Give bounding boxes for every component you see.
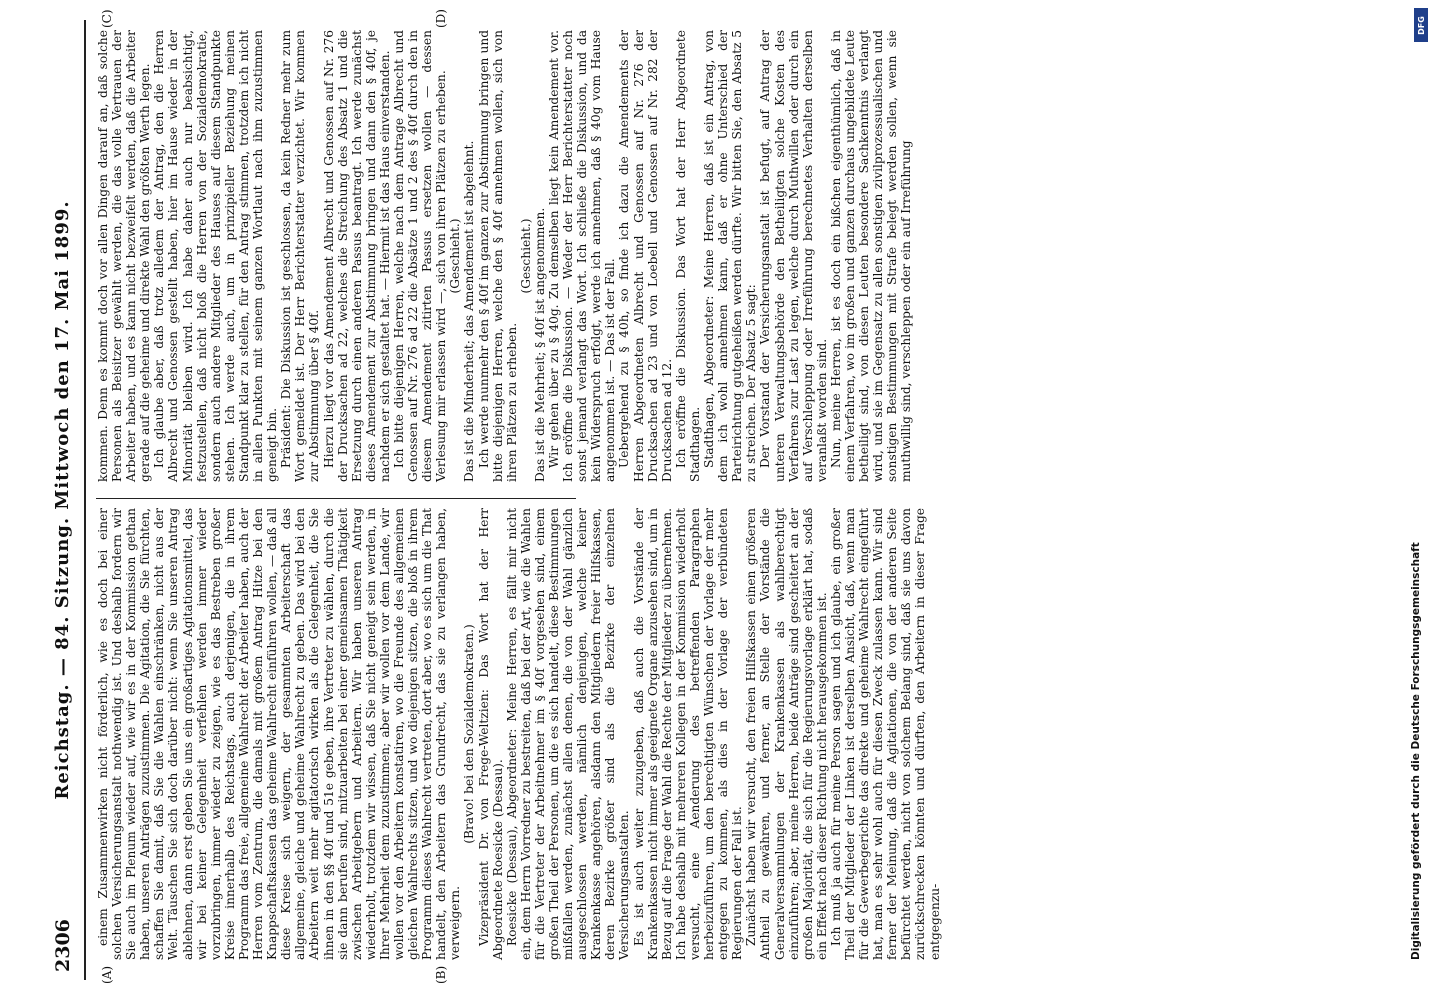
paragraph: einem Zusammenwirken nicht förderlich, wie es doch bei einer solchen Versicherungsanstalt nothwendig ist. Und deshalb fordern wir Sie auch im Plenum wieder auf, wie wir es in der Kommission gethan haben, unseren Anträgen zuzustimmen. Die Agitation, die Sie fürchten, schaffen Sie damit, daß Sie die Wahlen einschränken, nicht aus der Welt. Täuschen Sie sich doch darüber nicht: wenn Sie unseren Antrag ablehnen, dann erst geben Sie uns ein großartiges Agitationsmittel, das wir bei keiner Gelegenheit verfehlen werden immer wieder vorzubringen, immer wieder zu zeigen, wie es das Bestreben großer Kreise innerhalb des Reichstags, auch derjenigen, die in ihrem Programm das freie, allgemeine Wahlrecht der Arbeiter haben, auch der Herren vom Zentrum, die damals mit großem Antrag Hitze bei den Knappschaftskassen das geheime Wahlrecht einführen wollen, — daß all diese Kreise sich weigern, der gesammten Arbeiterschaft das allgemeine, gleiche und geheime Wahlrecht zu geben. Das wird bei den Arbeitern weit mehr agitatorisch wirken als die Gelegenheit, die Sie ihnen in den §§ 40f und 51e geben, ihre Vertreter zu wählen, durch die sie dann berufen sind, mitzuarbeiten bei einer gemeinsamen Thätigkeit zwischen Arbeitgebern und Arbeitern. Wir haben unseren Antrag wiederholt, trotzdem wir wissen, daß Sie nicht geneigt sein werden, in Ihrer Mehrheit dem zuzustimmen; aber wir wollen vor dem Lande, wir wollen vor den Arbeitern konstatiren, wo die Freunde des allgemeinen gleichen Wahlrechts sitzen, und wo diejenigen sitzen, die bloß in ihrem Programm dieses Wahlrecht vertreten, dort aber, wo es sich um die That handelt, den Arbeitern das Grundrecht, das sie zu verlangen haben, verweigern. (96, 508, 463, 960)
paragraph: Der Vorstand der Versicherungsanstalt ist befugt, auf Antrag der unteren Verwaltungsbehörde den Betheiligten solche Kosten des Verfahrens zur Last zu legen, welche durch Muthwillen oder durch ein auf Verschleppung oder Irreführung berechnetes Verhalten derselben veranlaßt worden sind. (758, 30, 829, 482)
paragraph: Stadthagen, Abgeordneter: Meine Herren, daß ist ein Antrag, von dem ich wohl annehmen kann, daß er ohne Unterschied der Parteirichtung gutgeheißen werden dürfte. Wir bitten Sie, den Absatz 5 zu streichen. Der Absatz 5 sagt: (702, 30, 759, 482)
margin-marker-b: (B) (434, 965, 448, 984)
digitization-credit: Digitalisierung gefördert durch die Deutsche Forschungsgemeinschaft (1410, 542, 1422, 960)
paragraph: Nun, meine Herren, ist es doch ein bißchen eigenthümlich, daß in einem Verfahren, wo im großen und ganzen durchaus ungebildete Leute betheiligt sind, von diesen Leuten besondere Sachkenntnis verlangt wird, und sie im Gegensatz zu allen sonstigen zivilprozessualischen und sonstigen Bestimmungen mit Strafe belegt werden sollen, wenn sie muthwillig sind, verschleppen oder ein auf Irreführung (828, 30, 914, 482)
paragraph: (Bravo! bei den Sozialdemokraten.) (462, 624, 477, 844)
dfg-logo: DFG (1414, 8, 1428, 42)
paragraph: Ich eröffne die Diskussion. Das Wort hat der Herr Abgeordnete Stadthagen. (673, 30, 702, 482)
paragraph: (Geschieht.) (518, 218, 533, 294)
paragraph: Ich werde nunmehr den § 40f im ganzen zur Abstimmung bringen und bitte diejenigen Herren, welche den § 40f annehmen wollen, sich von ihren Plätzen zu erheben. (476, 30, 519, 482)
paragraph: Wir gehen über zu § 40g. Zu demselben liegt kein Amendement vor. Ich eröffne die Diskussion. — Weder der Herr Berichterstatter noch sonst jemand verlangt das Wort. Ich schließe die Diskussion, und da kein Widerspruch erfolgt, werde ich annehmen, daß § 40g vom Hause angenommen ist. — Das ist der Fall. (547, 30, 618, 482)
paragraph: Roesicke (Dessau), Abgeordneter: Meine Herren, es fällt mir nicht ein, dem Herrn Vorredner zu bestreiten, daß bei der Art, wie die Wahlen für die Vertreter der Arbeitnehmer im § 40f vorgesehen sind, einem großen Theil der Personen, um die es sich handelt, diese Bestimmungen mißfallen werden, zunächst allen denen, die von der Wahl gänzlich ausgeschlossen werden, nämlich denjenigen, welche keiner Krankenkasse angehören, alsdann den Mitgliedern freier Hilfskassen, deren Bezirke größer sind als die Bezirke der einzelnen Versicherungsanstalten. (504, 508, 632, 960)
page-number: 2306 (52, 919, 74, 972)
paragraph: Ich muß ja auch für meine Person sagen und ich glaube, ein großer Theil der Mitglieder der Linken ist derselben Ansicht, daß, wenn man für die Gewerbegerichte das direkte und geheime Wahlrecht eingeführt hat, man es sehr wohl auch für diesen Zweck zulassen kann. Wir sind ferner der Meinung, daß die Agitationen, die von der anderen Seite befürchtet werden, nicht von solchem Belang sind, daß sie uns davon zurückschrecken könnten und dürften, den Arbeitern in dieser Frage entgegenzu- (828, 508, 942, 960)
right-column (96, 30, 914, 482)
paragraph: Präsident: Die Diskussion ist geschlossen, da kein Redner mehr zum Wort gemeldet ist. Der Herr Berichterstatter verzichtet. Wir kommen zur Abstimmung über § 40f. (279, 30, 322, 482)
paragraph: (Geschieht.) (448, 218, 463, 294)
paragraph: Ich glaube aber, daß trotz alledem der Antrag, den die Herren Albrecht und Genossen gestellt haben, hier im Hause wieder in der Minorität bleiben wird. Ich habe daher auch nur beabsichtigt, festzustellen, daß nicht bloß die Herren von der Sozialdemokratie, sondern auch andere Mitglieder des Hauses auf diesem Standpunkte stehen. Ich werde auch, um in prinzipieller Beziehung meinen Standpunkt klar zu stellen, für den Antrag stimmen, trotzdem ich nicht in allen Punkten mit seinem ganzen Wortlaut nach ihm zuzustimmen geneigt bin. (152, 30, 280, 482)
paragraph: Vizepräsident Dr. von Frege-Weltzien: Das Wort hat der Herr Abgeordnete Roesicke (Dessau). (476, 508, 505, 960)
paragraph: Zunächst haben wir versucht, den freien Hilfskassen einen größeren Antheil zu gewähren, und ferner, an Stelle der Vorstände die Generalversammlungen der Krankenkassen als wahlberechtigt einzuführen; aber, meine Herren, beide Anträge sind gescheitert an der großen Majorität, die sich für die Regierungsvorlage erklärt hat, sodaß ein Effekt nach dieser Richtung nicht herausgekommen ist. (744, 508, 829, 960)
paragraph: kommen. Denn es kommt doch vor allen Dingen darauf an, daß solche Personen als Beisitzer gewählt werden, die das volle Vertrauen der Arbeiter haben, und es kann nicht bezweifelt werden, daß die Arbeiter gerade auf die geheime und direkte Wahl den größten Werth legen. (96, 30, 153, 482)
paragraph: Ich bitte diejenigen Herren, welche nach dem Antrage Albrecht und Genossen auf Nr. 276 ad 22 die Absätze 1 und 2 des § 40f durch den in diesem Amendement zitirten Passus ersetzen wollen — dessen Verlesung mir erlassen wird —, sich von ihren Plätzen zu erheben. (391, 30, 449, 482)
paragraph: Es ist auch weiter zuzugeben, daß auch die Vorstände der Krankenkassen nicht immer als geeignete Organe anzusehen sind, um in Bezug auf die Frage der Wahl die Rechte der Mitglieder zu übernehmen. Ich habe deshalb mit mehreren Kollegen in der Kommission wiederholt versucht, eine Aenderung des betreffenden Paragraphen herbeizuführen, um den berechtigten Wünschen der Vorlage der mehr entgegen zu kommen, als dies in der Vorlage der verbündeten Regierungen der Fall ist. (631, 507, 745, 960)
column-divider (96, 498, 576, 499)
left-column (96, 507, 942, 960)
running-title: Reichstag. — 84. Sitzung. Mittwoch den 17. Mai 1899. (52, 200, 73, 800)
page-header (44, 10, 84, 990)
paragraph: Das ist die Mehrheit; § 40f ist angenommen. (532, 207, 547, 482)
margin-marker-c: (C) (100, 9, 114, 28)
paragraph: Das ist die Minderheit; das Amendement ist abgelehnt. (462, 140, 477, 482)
margin-marker-d: (D) (434, 9, 448, 28)
paragraph: Uebergehend zu § 40h, so finde ich dazu die Amendements der Herren Abgeordneten Albrecht und Genossen auf Nr. 276 der Drucksachen ad 23 und von Loebell und Genossen auf Nr. 282 der Drucksachen ad 12. (617, 30, 674, 482)
header-rule (84, 20, 86, 980)
margin-marker-a: (A) (100, 965, 114, 984)
page (44, 9, 942, 990)
paragraph: Hierzu liegt vor das Amendement Albrecht und Genossen auf Nr. 276 der Drucksachen ad 22, welches die Streichung des Absatz 1 und die Ersetzung durch einen anderen Passus beantragt. Ich werde zunächst dieses Amendement zur Abstimmung bringen und dann den § 40f, je nachdem er sich gestaltet hat. — Hiermit ist das Haus einverstanden. (321, 30, 392, 482)
